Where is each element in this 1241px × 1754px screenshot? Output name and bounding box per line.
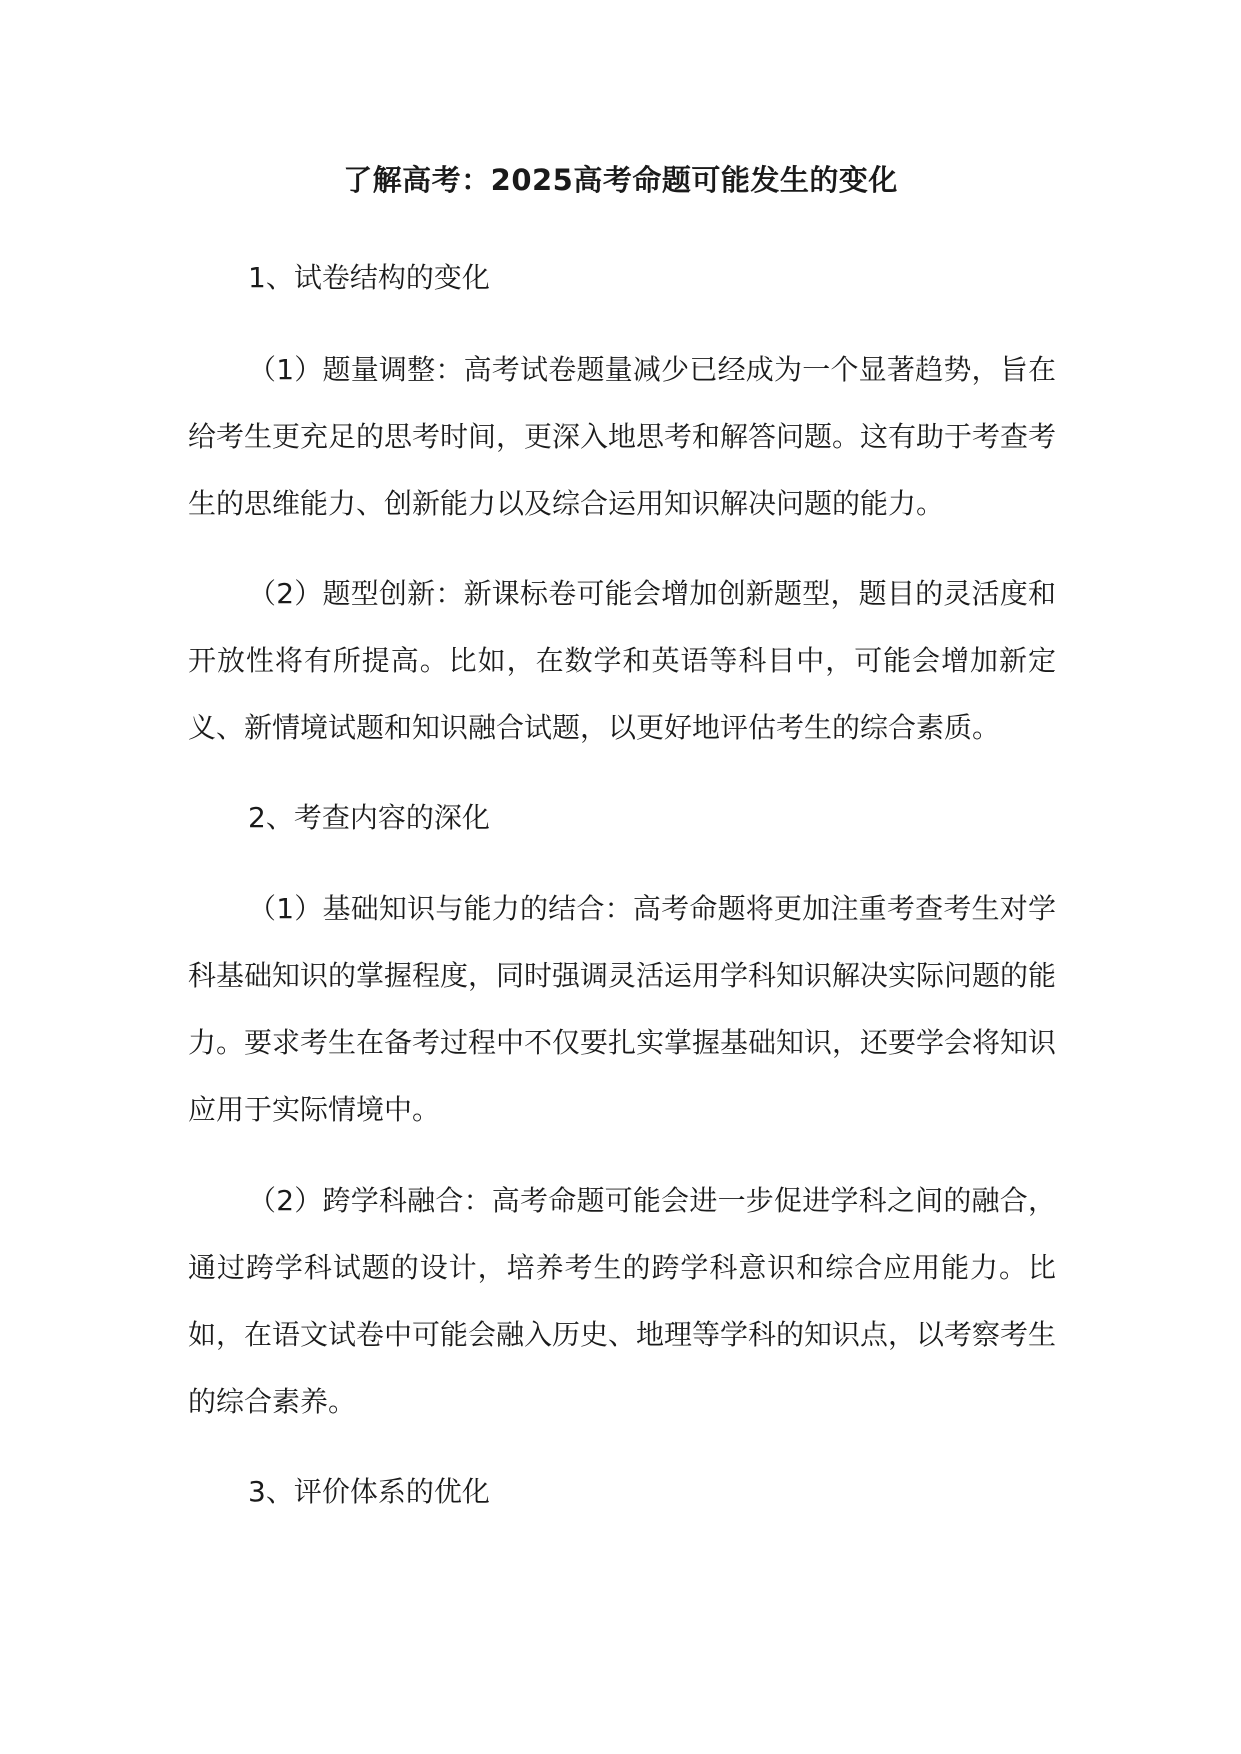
section-heading-2: 2、考查内容的深化 xyxy=(248,801,490,834)
paragraph-question-type: （2）题型创新：新课标卷可能会增加创新题型，题目的灵活度和开放性将有所提高。比如，在数学和英语等科目中，可能会增加新定义、新情境试题和知识融合试题，以更好地评估考生的综合素质。 xyxy=(188,577,1056,744)
paragraph-knowledge-ability: （1）基础知识与能力的结合：高考命题将更加注重考查考生对学科基础知识的掌握程度，同时强调灵活运用学科知识解决实际问题的能力。要求考生在备考过程中不仅要扎实掌握基础知识，还要学会将知识应用于实际情境中。 xyxy=(188,892,1057,1126)
paragraph-question-count: （1）题量调整：高考试卷题量减少已经成为一个显著趋势，旨在给考生更充足的思考时间，更深入地思考和解答问题。这有助于考查考生的思维能力、创新能力以及综合运用知识解决问题的能力。 xyxy=(188,353,1057,520)
paragraph-cross-discipline: （2）跨学科融合：高考命题可能会进一步促进学科之间的融合，通过跨学科试题的设计，培养考生的跨学科意识和综合应用能力。比如，在语文试卷中可能会融入历史、地理等学科的知识点，以考察考生的综合素养。 xyxy=(188,1184,1057,1418)
section-heading-3: 3、评价体系的优化 xyxy=(248,1475,490,1508)
section-heading-1: 1、试卷结构的变化 xyxy=(248,261,490,294)
document-title: 了解高考：2025高考命题可能发生的变化 xyxy=(343,163,898,197)
